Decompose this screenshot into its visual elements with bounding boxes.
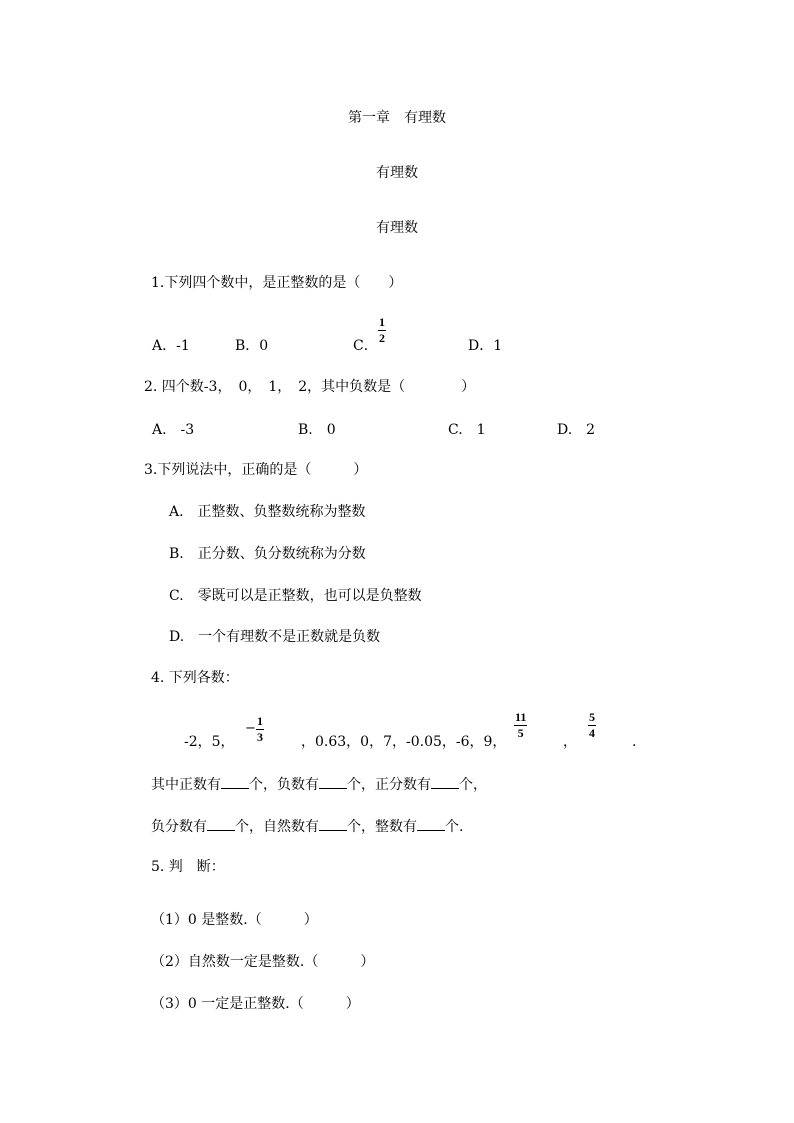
question-4-stem: 4. 下列各数： bbox=[151, 670, 239, 686]
line-1-part-4: 个， bbox=[459, 777, 487, 793]
question-2-option-c: C. 1 bbox=[448, 422, 486, 438]
question-5-item-1: （1）0 是整数.（ ） bbox=[151, 912, 318, 928]
fraction-1-sign: − bbox=[245, 721, 256, 736]
line-2-part-4: 个. bbox=[445, 819, 464, 835]
answer-blank-positive-fraction[interactable] bbox=[431, 774, 459, 789]
line-1-part-1: 其中正数有 bbox=[151, 777, 221, 793]
chapter-title: 第一章 有理数 bbox=[348, 110, 446, 126]
line-2-part-3: 个，整数有 bbox=[347, 819, 417, 835]
fraction-numerator: 5 bbox=[589, 710, 595, 724]
question-1-option-c-fraction bbox=[378, 316, 386, 345]
question-2-stem: 2. 四个数-3， 0， 1， 2，其中负数是（ ） bbox=[144, 379, 476, 395]
answer-blank-positive[interactable] bbox=[221, 774, 249, 789]
fraction-1 bbox=[256, 715, 264, 744]
question-4-line-1 bbox=[151, 774, 487, 794]
line-2-part-1: 负分数有 bbox=[151, 819, 207, 835]
question-3-option-c: C. 零既可以是正整数，也可以是负整数 bbox=[169, 588, 422, 604]
answer-blank-negative[interactable] bbox=[319, 774, 347, 789]
question-3-stem: 3.下列说法中，正确的是（ ） bbox=[144, 462, 368, 478]
fraction-2 bbox=[514, 711, 527, 740]
number-list-middle: ，0.63，0，7，-0.05，-6，9， bbox=[301, 734, 507, 750]
fraction-numerator: 11 bbox=[515, 710, 527, 724]
question-3-option-a: A. 正整数、负整数统称为整数 bbox=[169, 504, 366, 520]
line-1-part-3: 个，正分数有 bbox=[347, 777, 431, 793]
number-list-start: -2，5， bbox=[184, 734, 235, 750]
question-1-option-b: B．0 bbox=[235, 338, 269, 354]
question-2-option-b: B. 0 bbox=[298, 422, 336, 438]
fraction-denominator: 5 bbox=[517, 726, 524, 740]
section-title: 有理数 bbox=[376, 165, 418, 181]
question-5-item-3: （3）0 一定是正整数.（ ） bbox=[151, 996, 360, 1012]
question-3-option-b: B. 正分数、负分数统称为分数 bbox=[169, 546, 366, 562]
fraction-denominator: 4 bbox=[589, 726, 595, 740]
question-1-option-c-prefix: C． bbox=[353, 338, 378, 354]
number-list-period: . bbox=[632, 734, 637, 750]
question-5-stem: 5. 判 断： bbox=[151, 859, 225, 875]
subsection-title: 有理数 bbox=[376, 220, 418, 236]
answer-blank-integer[interactable] bbox=[417, 816, 445, 831]
question-1-stem: 1.下列四个数中，是正整数的是（ ） bbox=[151, 275, 403, 291]
fraction-numerator: 1 bbox=[379, 315, 385, 329]
question-2-option-d: D. 2 bbox=[557, 422, 596, 438]
fraction-3 bbox=[588, 711, 596, 740]
answer-blank-negative-fraction[interactable] bbox=[207, 816, 235, 831]
answer-blank-natural[interactable] bbox=[319, 816, 347, 831]
fraction-numerator: 1 bbox=[257, 714, 263, 728]
question-1-option-d: D．1 bbox=[468, 338, 503, 354]
line-2-part-2: 个，自然数有 bbox=[235, 819, 319, 835]
question-1-option-a: A．-1 bbox=[152, 338, 190, 354]
question-3-option-d: D. 一个有理数不是正数就是负数 bbox=[169, 629, 381, 645]
question-4-line-2 bbox=[151, 816, 463, 836]
question-2-option-a: A. -3 bbox=[152, 422, 195, 438]
number-list-comma: ， bbox=[563, 734, 577, 750]
question-5-item-2: （2）自然数一定是整数.（ ） bbox=[151, 954, 375, 970]
line-1-part-2: 个，负数有 bbox=[249, 777, 319, 793]
fraction-denominator: 3 bbox=[257, 730, 263, 744]
fraction-denominator: 2 bbox=[379, 331, 385, 345]
